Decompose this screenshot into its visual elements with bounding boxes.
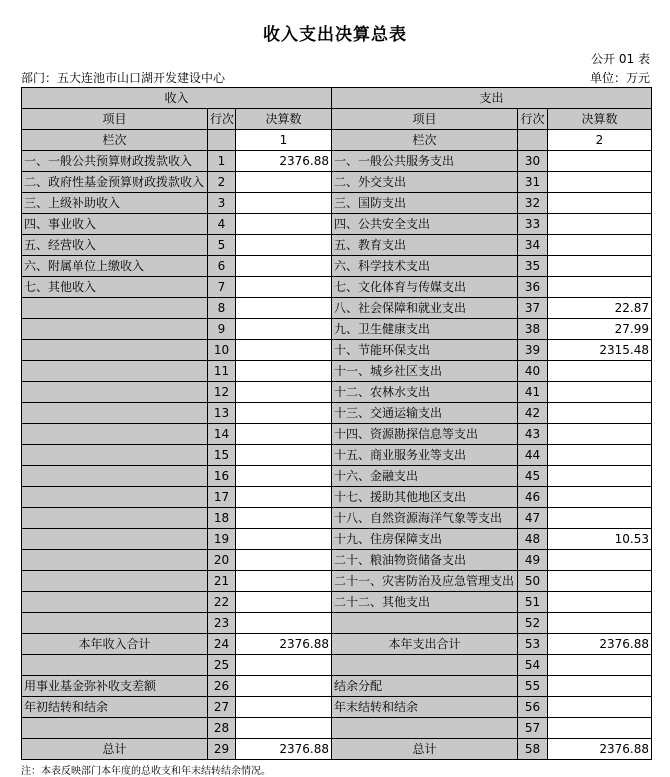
table-row [22, 151, 652, 172]
expense-amount: 2376.88 [548, 634, 652, 655]
expense-line-no: 49 [518, 550, 548, 571]
income-item-header: 项目 [22, 109, 208, 130]
table-row [22, 298, 652, 319]
income-amount [236, 613, 332, 634]
expense-amount [548, 613, 652, 634]
income-item [22, 592, 208, 613]
income-item: 四、事业收入 [22, 214, 208, 235]
expense-col-label: 栏次 [332, 130, 518, 151]
income-line-no: 7 [208, 277, 236, 298]
expense-amount: 2315.48 [548, 340, 652, 361]
expense-amount-header: 决算数 [548, 109, 652, 130]
income-line-no: 18 [208, 508, 236, 529]
table-row [22, 571, 652, 592]
income-item [22, 319, 208, 340]
income-amount [236, 676, 332, 697]
expense-item: 二十二、其他支出 [332, 592, 518, 613]
income-line-no: 29 [208, 739, 236, 760]
table-row [22, 256, 652, 277]
expense-item: 二、外交支出 [332, 172, 518, 193]
income-item: 一、一般公共预算财政拨款收入 [22, 151, 208, 172]
income-line-no: 26 [208, 676, 236, 697]
table-row [22, 277, 652, 298]
expense-line-no: 34 [518, 235, 548, 256]
expense-item: 总计 [332, 739, 518, 760]
income-line-no: 10 [208, 340, 236, 361]
income-col-label: 栏次 [22, 130, 208, 151]
expense-line-no: 41 [518, 382, 548, 403]
expense-amount [548, 655, 652, 676]
expense-item: 二十一、灾害防治及应急管理支出 [332, 571, 518, 592]
expense-amount [548, 277, 652, 298]
expense-item-header: 项目 [332, 109, 518, 130]
income-line-no: 3 [208, 193, 236, 214]
table-row [22, 466, 652, 487]
expense-item: 三、国防支出 [332, 193, 518, 214]
income-item [22, 445, 208, 466]
expense-line-no: 38 [518, 319, 548, 340]
income-amount [236, 571, 332, 592]
income-line-no: 24 [208, 634, 236, 655]
expense-line-header: 行次 [518, 109, 548, 130]
income-amount [236, 529, 332, 550]
expense-line-no: 53 [518, 634, 548, 655]
expense-item: 十二、农林水支出 [332, 382, 518, 403]
income-line-no: 20 [208, 550, 236, 571]
expense-line-no: 57 [518, 718, 548, 739]
expense-item: 七、文化体育与传媒支出 [332, 277, 518, 298]
table-row [22, 340, 652, 361]
expense-amount: 27.99 [548, 319, 652, 340]
expense-col-line-blank [518, 130, 548, 151]
expense-item: 二十、粮油物资储备支出 [332, 550, 518, 571]
table-row [22, 319, 652, 340]
income-item [22, 718, 208, 739]
income-item: 年初结转和结余 [22, 697, 208, 718]
table-row [22, 718, 652, 739]
income-amount [236, 487, 332, 508]
income-line-no: 21 [208, 571, 236, 592]
income-amount: 2376.88 [236, 739, 332, 760]
expense-item: 十九、住房保障支出 [332, 529, 518, 550]
income-amount: 2376.88 [236, 151, 332, 172]
income-amount [236, 592, 332, 613]
department-label: 部门：五大连池市山口湖开发建设中心 [21, 71, 226, 85]
income-item [22, 487, 208, 508]
income-amount: 2376.88 [236, 634, 332, 655]
table-row [22, 676, 652, 697]
income-item: 七、其他收入 [22, 277, 208, 298]
income-amount [236, 550, 332, 571]
table-row [22, 403, 652, 424]
expense-item [332, 613, 518, 634]
page-title: 收入支出决算总表 [263, 25, 407, 45]
table-row [22, 424, 652, 445]
expense-amount [548, 592, 652, 613]
expense-item: 十八、自然资源海洋气象等支出 [332, 508, 518, 529]
expense-item [332, 718, 518, 739]
table-row [22, 508, 652, 529]
income-line-no: 1 [208, 151, 236, 172]
table-row [22, 634, 652, 655]
expense-line-no: 55 [518, 676, 548, 697]
expense-amount: 22.87 [548, 298, 652, 319]
income-line-no: 6 [208, 256, 236, 277]
income-line-no: 2 [208, 172, 236, 193]
expense-line-no: 51 [518, 592, 548, 613]
table-row [22, 214, 652, 235]
income-item: 三、上级补助收入 [22, 193, 208, 214]
expense-amount [548, 172, 652, 193]
income-col-line-blank [208, 130, 236, 151]
income-line-no: 16 [208, 466, 236, 487]
unit-label: 单位：万元 [589, 71, 650, 85]
expense-item: 一、一般公共服务支出 [332, 151, 518, 172]
expense-amount [548, 697, 652, 718]
expense-amount [548, 256, 652, 277]
expense-amount [548, 382, 652, 403]
income-item [22, 340, 208, 361]
table-row [22, 697, 652, 718]
expense-item: 十、节能环保支出 [332, 340, 518, 361]
expense-amount [548, 214, 652, 235]
income-header: 收入 [22, 88, 332, 109]
expense-line-no: 42 [518, 403, 548, 424]
expense-amount [548, 487, 652, 508]
income-line-no: 11 [208, 361, 236, 382]
expense-item: 九、卫生健康支出 [332, 319, 518, 340]
expense-item: 本年支出合计 [332, 634, 518, 655]
income-amount [236, 172, 332, 193]
income-line-header: 行次 [208, 109, 236, 130]
expense-item: 六、科学技术支出 [332, 256, 518, 277]
income-item [22, 529, 208, 550]
expense-item: 十四、资源勘探信息等支出 [332, 424, 518, 445]
expense-item: 五、教育支出 [332, 235, 518, 256]
final-accounts-table [21, 87, 652, 760]
income-line-no: 13 [208, 403, 236, 424]
income-item [22, 424, 208, 445]
income-amount [236, 466, 332, 487]
income-amount [236, 445, 332, 466]
income-line-no: 19 [208, 529, 236, 550]
income-amount [236, 214, 332, 235]
income-col-index: 1 [236, 130, 332, 151]
expense-line-no: 45 [518, 466, 548, 487]
income-item [22, 508, 208, 529]
table-row [22, 487, 652, 508]
expense-line-no: 35 [518, 256, 548, 277]
income-line-no: 27 [208, 697, 236, 718]
form-number: 公开 01 表 [591, 52, 650, 66]
income-amount [236, 508, 332, 529]
expense-line-no: 50 [518, 571, 548, 592]
expense-line-no: 33 [518, 214, 548, 235]
expense-amount [548, 403, 652, 424]
income-amount [236, 193, 332, 214]
income-amount-header: 决算数 [236, 109, 332, 130]
income-line-no: 25 [208, 655, 236, 676]
expense-amount [548, 571, 652, 592]
footnote: 注：本表反映部门本年度的总收支和年末结转结余情况。 [21, 766, 271, 777]
expense-line-no: 36 [518, 277, 548, 298]
expense-item: 八、社会保障和就业支出 [332, 298, 518, 319]
income-line-no: 4 [208, 214, 236, 235]
income-item [22, 655, 208, 676]
income-amount [236, 256, 332, 277]
table-row [22, 655, 652, 676]
expense-line-no: 46 [518, 487, 548, 508]
expense-line-no: 40 [518, 361, 548, 382]
income-amount [236, 235, 332, 256]
table-row [22, 382, 652, 403]
section-header-row [22, 88, 652, 109]
income-line-no: 8 [208, 298, 236, 319]
expense-amount [548, 550, 652, 571]
table-row [22, 613, 652, 634]
table-row [22, 445, 652, 466]
income-item [22, 382, 208, 403]
income-item [22, 550, 208, 571]
expense-line-no: 32 [518, 193, 548, 214]
income-item: 用事业基金弥补收支差额 [22, 676, 208, 697]
income-amount [236, 298, 332, 319]
income-amount [236, 655, 332, 676]
expense-item [332, 655, 518, 676]
income-amount [236, 340, 332, 361]
expense-line-no: 54 [518, 655, 548, 676]
expense-line-no: 47 [518, 508, 548, 529]
income-item: 总计 [22, 739, 208, 760]
income-item [22, 298, 208, 319]
expense-amount [548, 361, 652, 382]
income-amount [236, 718, 332, 739]
table-row [22, 172, 652, 193]
expense-line-no: 52 [518, 613, 548, 634]
income-line-no: 5 [208, 235, 236, 256]
table-row [22, 739, 652, 760]
income-line-no: 9 [208, 319, 236, 340]
income-item [22, 361, 208, 382]
table-row [22, 529, 652, 550]
expense-header: 支出 [332, 88, 652, 109]
expense-amount [548, 718, 652, 739]
income-line-no: 15 [208, 445, 236, 466]
table-row [22, 361, 652, 382]
expense-item: 四、公共安全支出 [332, 214, 518, 235]
expense-line-no: 37 [518, 298, 548, 319]
expense-amount [548, 676, 652, 697]
expense-amount [548, 424, 652, 445]
table-row [22, 592, 652, 613]
income-item [22, 613, 208, 634]
income-line-no: 22 [208, 592, 236, 613]
income-item: 六、附属单位上缴收入 [22, 256, 208, 277]
income-item [22, 403, 208, 424]
income-item: 本年收入合计 [22, 634, 208, 655]
expense-item: 结余分配 [332, 676, 518, 697]
income-amount [236, 277, 332, 298]
expense-line-no: 31 [518, 172, 548, 193]
expense-amount: 2376.88 [548, 739, 652, 760]
income-amount [236, 424, 332, 445]
income-line-no: 14 [208, 424, 236, 445]
expense-line-no: 56 [518, 697, 548, 718]
income-line-no: 17 [208, 487, 236, 508]
expense-line-no: 58 [518, 739, 548, 760]
expense-amount: 10.53 [548, 529, 652, 550]
expense-item: 十五、商业服务业等支出 [332, 445, 518, 466]
income-amount [236, 361, 332, 382]
income-line-no: 23 [208, 613, 236, 634]
expense-item: 十七、援助其他地区支出 [332, 487, 518, 508]
income-amount [236, 697, 332, 718]
income-amount [236, 319, 332, 340]
expense-line-no: 48 [518, 529, 548, 550]
income-item [22, 466, 208, 487]
expense-amount [548, 235, 652, 256]
expense-amount [548, 193, 652, 214]
expense-amount [548, 151, 652, 172]
income-item: 五、经营收入 [22, 235, 208, 256]
table-row [22, 235, 652, 256]
expense-line-no: 39 [518, 340, 548, 361]
expense-col-index: 2 [548, 130, 652, 151]
expense-item: 十六、金融支出 [332, 466, 518, 487]
column-header-row [22, 109, 652, 130]
expense-amount [548, 445, 652, 466]
table-row [22, 193, 652, 214]
column-index-row [22, 130, 652, 151]
income-amount [236, 403, 332, 424]
expense-amount [548, 466, 652, 487]
expense-line-no: 43 [518, 424, 548, 445]
expense-line-no: 44 [518, 445, 548, 466]
expense-item: 十一、城乡社区支出 [332, 361, 518, 382]
expense-line-no: 30 [518, 151, 548, 172]
table-row [22, 550, 652, 571]
income-item [22, 571, 208, 592]
expense-amount [548, 508, 652, 529]
income-item: 二、政府性基金预算财政拨款收入 [22, 172, 208, 193]
income-amount [236, 382, 332, 403]
expense-item: 年末结转和结余 [332, 697, 518, 718]
expense-item: 十三、交通运输支出 [332, 403, 518, 424]
income-line-no: 12 [208, 382, 236, 403]
income-line-no: 28 [208, 718, 236, 739]
